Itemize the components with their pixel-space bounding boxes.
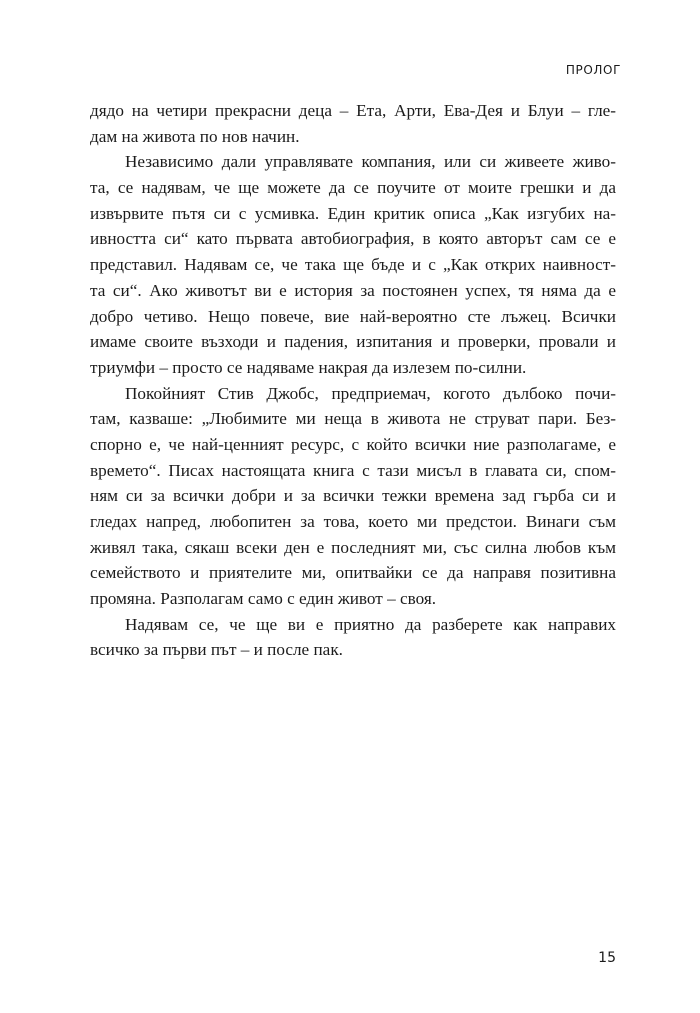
- running-head: ПРОЛОГ: [565, 63, 621, 77]
- text-line: семейството и приятелите ми, опитвайки се да направя позитивна: [90, 563, 616, 583]
- text-line: дам на живота по нов начин.: [90, 126, 300, 146]
- text-line: имаме своите възходи и падения, изпитания и проверки, провали и: [90, 332, 616, 352]
- paragraph: [90, 149, 616, 380]
- paragraph: [90, 381, 616, 612]
- paragraph: [90, 612, 616, 663]
- text-line: ивността си“ като първата автобиография, в която авторът сам се е: [90, 229, 616, 249]
- text-line: та си“. Ако животът ви е история за постоянен успех, тя няма да е: [90, 280, 616, 300]
- text-line: триумфи – просто се надяваме накрая да излезем по-силни.: [90, 357, 527, 377]
- body-text: [90, 98, 616, 663]
- text-line: добро четиво. Нещо повече, вие най-вероятно сте лъжец. Всички: [90, 306, 616, 326]
- text-line: живял така, сякаш всеки ден е последният ми, със силна любов към: [90, 537, 616, 557]
- text-line: извървите пътя си с усмивка. Един критик описа „Как изгубих на-: [90, 203, 616, 223]
- text-line: Независимо дали управлявате компания, или си живеете живо-: [125, 152, 616, 172]
- text-line: та, се надявам, че ще можете да се поучите от моите грешки и да: [90, 178, 616, 198]
- text-line: гледах напред, любопитен за това, което ми предстои. Винаги съм: [90, 512, 616, 531]
- text-line: промяна. Разполагам само с един живот – своя.: [90, 589, 437, 609]
- text-line: всичко за първи път – и после пак.: [90, 640, 343, 660]
- text-line: представил. Надявам се, че така ще бъде и с „Как открих наивност-: [90, 255, 616, 275]
- text-line: Надявам се, че ще ви е приятно да разберете как направих: [125, 614, 616, 634]
- paragraph: [90, 98, 616, 149]
- text-line: дядо на четири прекрасни деца – Ета, Арти, Ева-Дея и Блуи – гле-: [90, 101, 616, 120]
- text-line: спорно е, че най-ценният ресурс, с който всички ние разполагаме, е: [90, 434, 616, 454]
- text-line: там, казваше: „Любимите ми неща в живота не струват пари. Без-: [90, 409, 616, 429]
- text-line: Покойният Стив Джобс, предприемач, когото дълбоко почи-: [125, 383, 616, 403]
- text-line: времето“. Писах настоящата книга с тази мисъл в главата си, спом-: [90, 460, 616, 480]
- text-line: ням си за всички добри и за всички тежки времена зад гърба си и: [90, 486, 616, 506]
- page-number: 15: [598, 950, 616, 966]
